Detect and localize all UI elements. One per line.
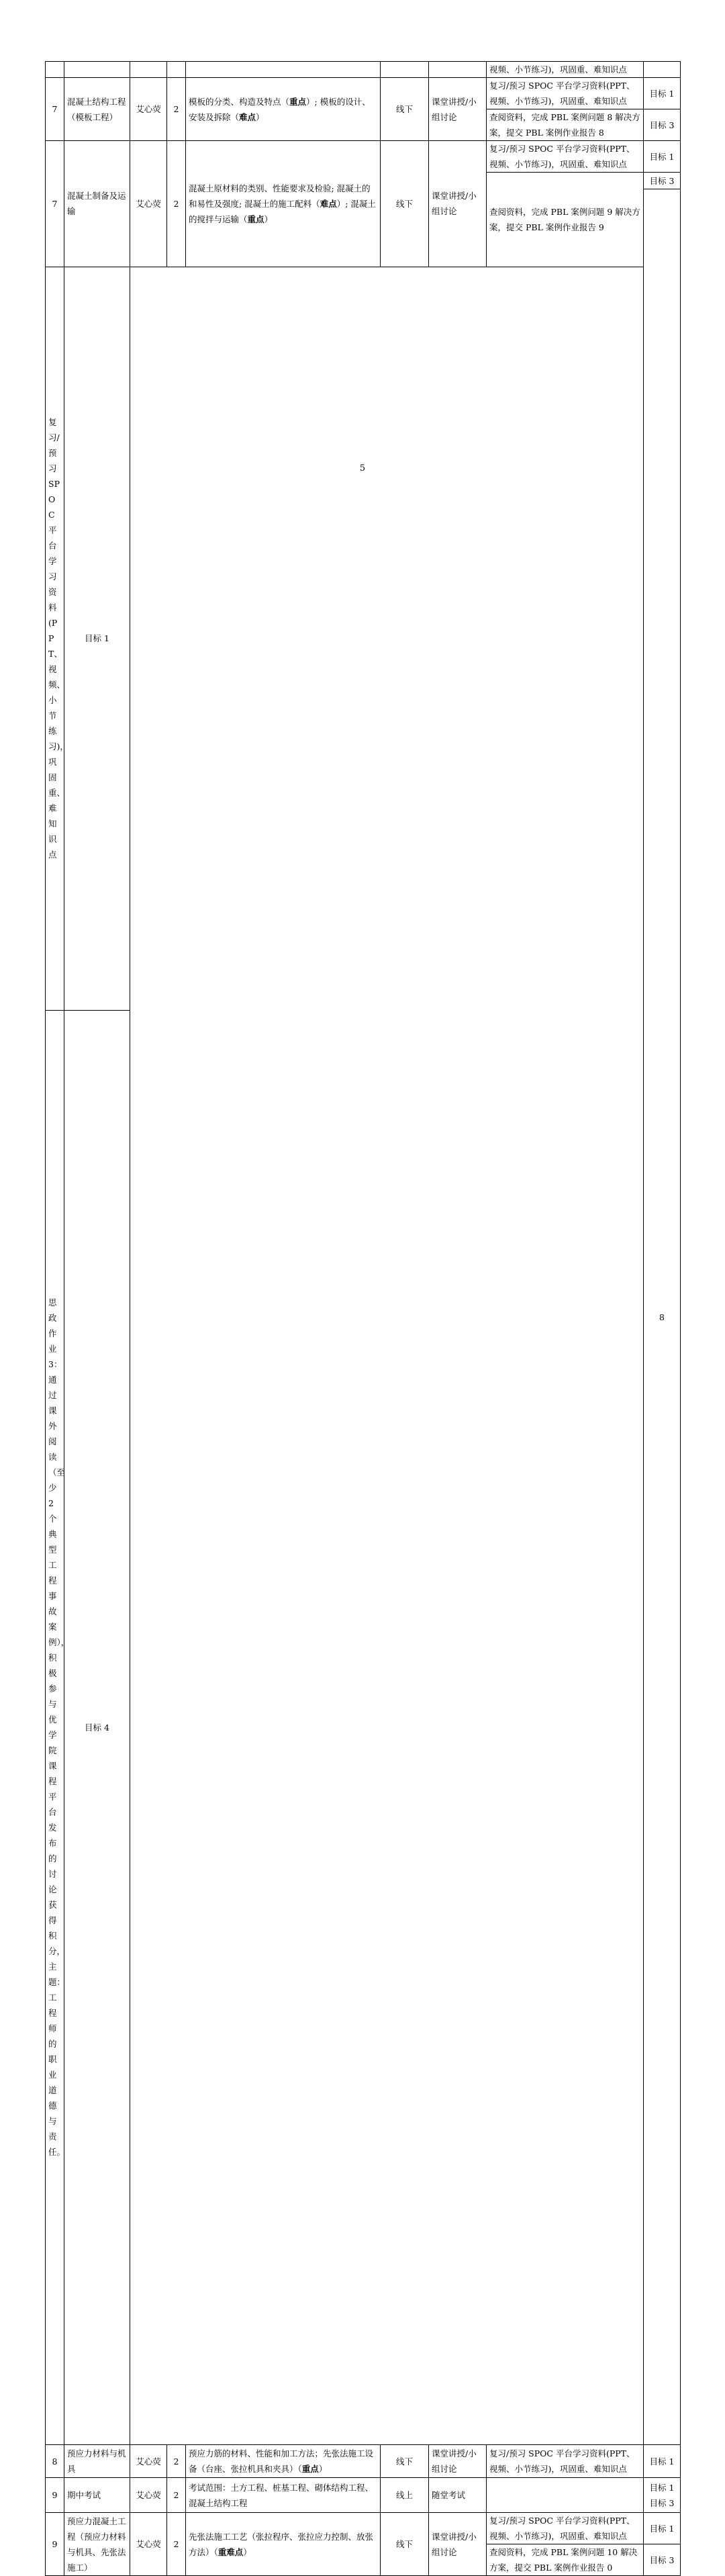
cell-hours (167, 62, 186, 78)
cell-goal: 目标 3 (644, 2544, 681, 2576)
cell-teacher: 艾心荧 (130, 2478, 167, 2513)
cell-task: 思政作业 3：通过课外阅读（至少 2 个典型工程事故案例），积极参与优学院课程平台发布的讨论获得积分，主题：工程师的职业道德与责任。 (46, 1010, 64, 2444)
cell-mode (381, 62, 429, 78)
content-text: 先张法施工工艺（张拉程序、张拉应力控制、放张方法）（ (189, 2531, 374, 2557)
cell-hours: 2 (167, 78, 186, 141)
content-text: ） (256, 111, 264, 122)
table-row (46, 2445, 681, 2478)
cell-teacher: 艾心荧 (130, 2513, 167, 2576)
cell-method: 课堂讲授/小组讨论 (429, 2513, 487, 2576)
goal-label: 目标 1 (649, 2482, 675, 2493)
cell-goal: 目标 1 (644, 141, 681, 173)
content-text: 预应力筋的材料、性能和加工方法；先张法施工设备（台座、张拉机具和夹具）（ (189, 2448, 374, 2474)
cell-hours: 2 (167, 2513, 186, 2576)
content-text: ）; 混凝土的搅拌与运输（ (189, 198, 376, 224)
course-schedule-table (45, 61, 681, 2576)
cell-hours: 2 (167, 2478, 186, 2513)
cell-goal: 目标 1 (644, 2513, 681, 2544)
cell-hours: 2 (167, 141, 186, 267)
cell-num: 9 (46, 2478, 64, 2513)
cell-content (186, 2445, 381, 2478)
cell-name: 预应力混凝土工程（预应力材料与机具、先张法施工） (64, 2513, 130, 2576)
cell-mode: 线下 (381, 2445, 429, 2478)
page-number: 5 (359, 463, 366, 473)
cell-task: 复习/预习 SPOC 平台学习资料(PPT、视频、小节练习)，巩固重、难知识点 (487, 2445, 644, 2478)
table-row (46, 78, 681, 109)
table-row (46, 2513, 681, 2544)
table-row (46, 1010, 681, 2444)
cell-name: 期中考试 (64, 2478, 130, 2513)
cell-num: 7 (46, 141, 64, 267)
key-difficulty-label: 重难点 (218, 2546, 244, 2557)
cell-num: 9 (46, 2513, 64, 2576)
cell-task: 查阅资料，完成 PBL 案例问题 8 解决方案，提交 PBL 案例作业报告 8 (487, 109, 644, 141)
cell-goal (644, 62, 681, 78)
cell-method: 随堂考试 (429, 2478, 487, 2513)
cell-mode: 线上 (381, 2478, 429, 2513)
cell-method: 课堂讲授/小组讨论 (429, 141, 487, 267)
cell-task: 复习/预习 SPOC 平台学习资料(PPT、视频、小节练习)，巩固重、难知识点 (487, 78, 644, 109)
table-row (46, 62, 681, 78)
table-row (46, 141, 681, 173)
cell-hours: 2 (167, 2445, 186, 2478)
cell-task: 查阅资料，完成 PBL 案例问题 9 解决方案，提交 PBL 案例作业报告 9 (487, 173, 644, 267)
difficulty-label: 难点 (239, 111, 256, 122)
cell-num (46, 62, 64, 78)
goal-label: 目标 3 (649, 2497, 675, 2508)
content-text: ）; 模板的设计、安装及拆除（ (189, 96, 371, 122)
cell-name: 预应力材料与机具 (64, 2445, 130, 2478)
cell-task: 复习/预习 SPOC 平台学习资料(PPT、视频、小节练习)，巩固重、难知识点 (487, 141, 644, 173)
cell-goal: 目标 1 (644, 2445, 681, 2478)
key-point-label: 重点 (289, 96, 307, 107)
cell-mode: 线下 (381, 78, 429, 141)
cell-content (186, 78, 381, 141)
cell-teacher: 艾心荧 (130, 78, 167, 141)
cell-num: 8 (644, 189, 681, 2445)
cell-task: 复习/预习 SPOC 平台学习资料(PPT、视频、小节练习)，巩固重、难知识点 (487, 2513, 644, 2544)
cell-method: 课堂讲授/小组讨论 (429, 78, 487, 141)
cell-task (487, 2478, 644, 2513)
cell-mode: 线下 (381, 141, 429, 267)
cell-task: 查阅资料，完成 PBL 案例问题 10 解决方案，提交 PBL 案例作业报告 0 (487, 2544, 644, 2576)
difficulty-label: 难点 (320, 198, 337, 209)
cell-teacher: 艾心荧 (130, 141, 167, 267)
table-row (46, 267, 681, 1010)
cell-content (186, 141, 381, 267)
cell-goal (644, 2478, 681, 2513)
cell-num: 7 (46, 78, 64, 141)
cell-goal: 目标 3 (644, 109, 681, 141)
cell-mode: 线下 (381, 2513, 429, 2576)
content-text: ） (318, 2464, 328, 2474)
content-text: 混凝土原材料的类别、性能要求及检验; 混凝土的和易性及强度; 混凝土的施工配料（ (189, 183, 371, 209)
cell-goal: 目标 1 (64, 267, 130, 1010)
cell-name: 混凝土结构工程（模板工程） (64, 78, 130, 141)
content-text: ） (243, 2546, 252, 2557)
cell-name: 混凝土制备及运输 (64, 141, 130, 267)
cell-method (429, 62, 487, 78)
cell-teacher (130, 62, 167, 78)
cell-method: 课堂讲授/小组讨论 (429, 2445, 487, 2478)
cell-goal: 目标 1 (644, 78, 681, 109)
cell-goal: 目标 3 (644, 173, 681, 189)
cell-content (186, 2513, 381, 2576)
content-text: 模板的分类、构造及特点（ (189, 96, 290, 107)
cell-teacher: 艾心荧 (130, 2445, 167, 2478)
cell-task: 复习/预习 SPOC 平台学习资料(PPT、视频、小节练习)，巩固重、难知识点 (46, 267, 64, 1010)
content-text: ） (264, 214, 273, 224)
cell-goal: 目标 4 (64, 1010, 130, 2444)
cell-task: 视频、小节练习)，巩固重、难知识点 (487, 62, 644, 78)
table-row (46, 2478, 681, 2513)
cell-content: 考试范围：土方工程、桩基工程、砌体结构工程、混凝土结构工程 (186, 2478, 381, 2513)
cell-name (64, 62, 130, 78)
cell-num: 8 (46, 2445, 64, 2478)
key-point-label: 重点 (247, 214, 264, 224)
cell-content (186, 62, 381, 78)
key-point-label: 重点 (301, 2464, 319, 2474)
